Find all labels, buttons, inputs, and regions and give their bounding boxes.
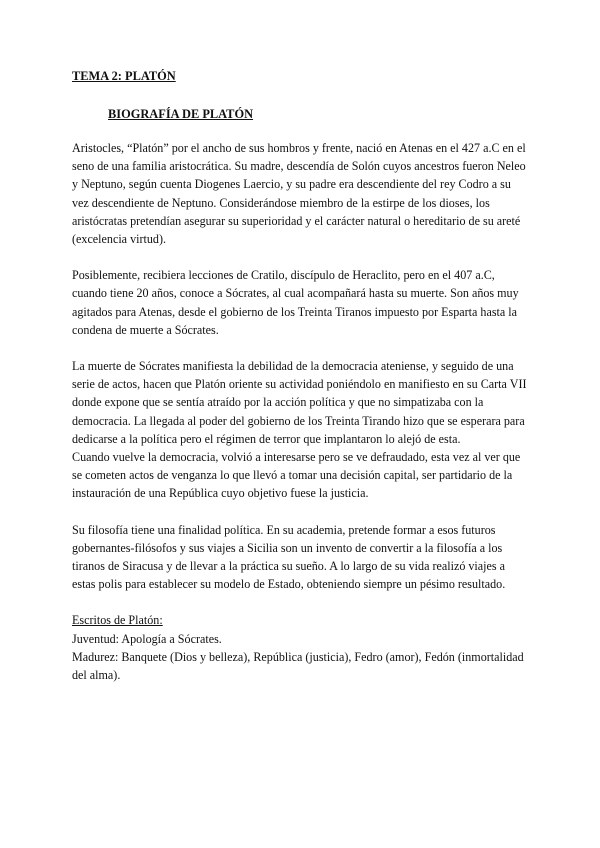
section-heading-biography: BIOGRAFÍA DE PLATÓN — [108, 107, 254, 121]
document-title: TEMA 2: PLATÓN — [72, 69, 176, 83]
writings-section — [72, 611, 528, 684]
writings-heading: Escritos de Platón: — [72, 613, 163, 628]
paragraph-philosophy: Su filosofía tiene una finalidad política. En su academia, pretende formar a esos futuros gobernantes-filósofos y sus viajes a Sicilia son un invento de convertir a la filosofía a los tiranos de Siracusa y de llevar a la práctica su sueño. A lo largo de su vida realizó viajes a estas polis para establecer su modelo de Estado, obteniendo siempre un pésimo resultado. — [72, 522, 506, 592]
writings-youth: Juventud: Apología a Sócrates. — [72, 631, 222, 646]
paragraph-democracy: La muerte de Sócrates manifiesta la debilidad de la democracia ateniense, y seguido de una serie de actos, hacen que Platón oriente su actividad poniéndolo en manifiesto en su Carta VII donde expone que se sentía atraído por la acción política y que no simpatizaba con la democracia. La llegada al poder del gobierno de los Treinta Tirando hizo que se esperara para dedicarse a la política pero el régimen de terror que implantaron lo alejó de esta. — [72, 359, 527, 446]
document-page — [72, 68, 528, 684]
paragraph-origins: Aristocles, “Platón” por el ancho de sus hombros y frente, nació en Atenas en el 427 a.C en el seno de una familia aristocrática. Su madre, descendía de Solón cuyos ancestros fueron Neleo y Neptuno, según cuenta Diogenes Laercio, y su padre era descendiente del rey Codro a su vez descendiente de Neptuno. Considerándose miembro de la estirpe de los dioses, los aristócratas pretendían asegurar su superioridad y el carácter natural o hereditario de su areté (excelencia virtud). — [72, 141, 526, 247]
writings-maturity: Madurez: Banquete (Dios y belleza), República (justicia), Fedro (amor), Fedón (inmortalidad del alma). — [72, 649, 524, 683]
paragraph-return-democracy: Cuando vuelve la democracia, volvió a interesarse pero se ve defraudado, esta vez al ver que se cometen actos de venganza lo que llevó a tomar una decisión capital, ser partidario de la instauración de una República cuyo objetivo fuese la justicia. — [72, 450, 521, 501]
paragraph-socrates: Posiblemente, recibiera lecciones de Cratilo, discípulo de Heraclito, pero en el 407 a.C, cuando tiene 20 años, conoce a Sócrates, al cual acompañará hasta su muerte. Son años muy agitados para Atenas, desde el gobierno de los Treinta Tiranos impuesto por Esparta hasta la condena de muerte a Sócrates. — [72, 268, 519, 337]
